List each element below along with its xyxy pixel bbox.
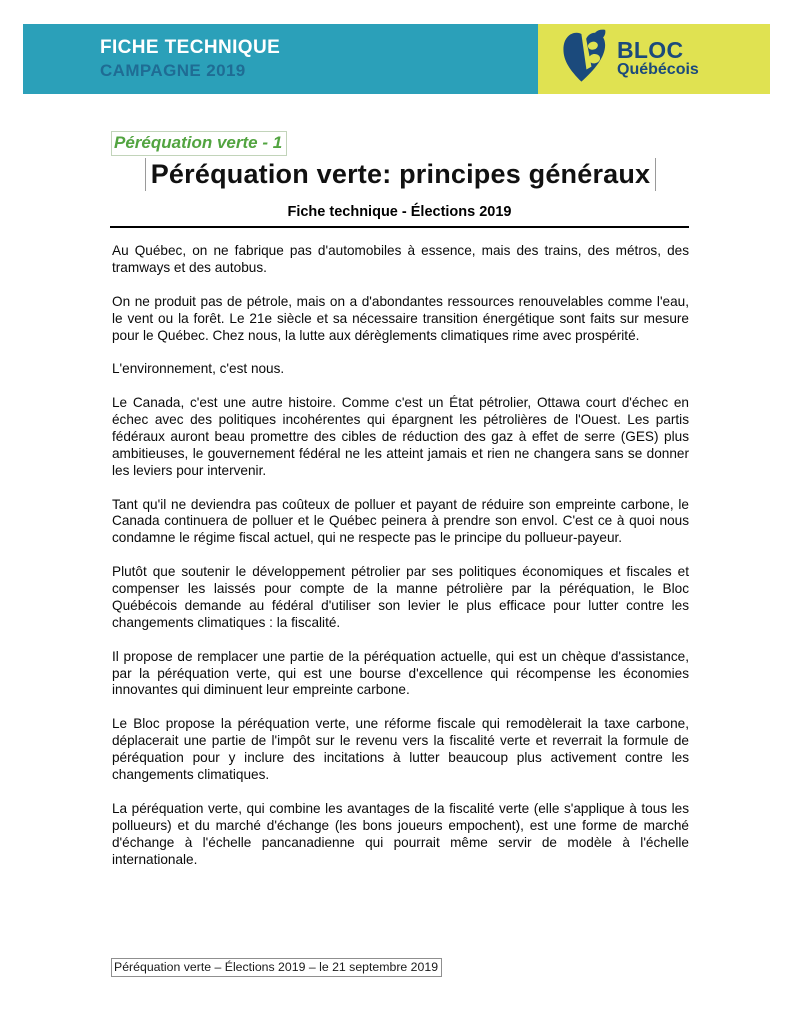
bloc-quebecois-heart-leaf-logo-icon [562,29,608,89]
header-logo-band [538,24,770,94]
logo-wordmark-line1: BLOC [617,36,684,63]
footer-text: Péréquation verte – Élections 2019 – le 21 septembre 2019 [111,958,442,977]
paragraph: La péréquation verte, qui combine les avantages de la fiscalité verte (elle s'applique à tous les pollueurs) et du marché d'échange (les bons joueurs empochent), est une forme de marché d'échange à l'échelle pancanadienne qui pourrait même servir de modèle à l'échelle internationale. [112,800,689,867]
paragraph: Plutôt que soutenir le développement pétrolier par ses politiques économiques et fiscales et compenser les laissés pour compte de la manne pétrolière par la péréquation, le Bloc Québécois demande au fédéral d'utiliser son levier le plus efficace pour lutter contre les changements climatiques : la fiscalité. [112,564,689,630]
header-banner-title: FICHE TECHNIQUE [100,37,281,59]
footer-row [111,958,442,977]
paragraph: Le Canada, c'est une autre histoire. Comme c'est un État pétrolier, Ottawa court d'échec en échec avec des politiques incohérentes qui épargnent les pétrolières de l'Ouest. Les partis fédéraux auront beau promettre des cibles de réduction des gaz à effet de serre (GES) plus ambitieuses, le gouvernement fédéral ne les atteint jamais et rien ne changera sans se donner les leviers pour intervenir. [112,395,689,478]
logo-wordmark-line2: Québécois [617,61,699,79]
header-banner-subtitle: CAMPAGNE 2019 [100,61,246,81]
document-body [112,243,689,885]
page-title: Péréquation verte: principes généraux [145,158,657,191]
header-teal-band [23,24,538,94]
paragraph: Au Québec, on ne fabrique pas d'automobiles à essence, mais des trains, des métros, des tramways et des autobus. [112,243,689,275]
paragraph: L'environnement, c'est nous. [112,361,285,377]
paragraph: Le Bloc propose la péréquation verte, une réforme fiscale qui remodèlerait la taxe carbone, déplacerait une partie de l'impôt sur le revenu vers la fiscalité verte et reverrait la formule de péréquation pour y inclure des incitations à lutter beaucoup plus activement contre les changements climatiques. [112,716,689,782]
document-series-tag: Péréquation verte - 1 [111,131,287,156]
page-subtitle: Fiche technique - Élections 2019 [287,204,512,220]
paragraph: Tant qu'il ne deviendra pas coûteux de polluer et payant de réduire son empreinte carbone, le Canada continuera de polluer et le Québec peinera à prendre son envol. C'est ce à quoi nous condamne le régime fiscal actuel, qui ne respecte pas le principe du pollueur-payeur. [112,496,689,546]
subtitle-row [110,203,689,228]
title-row [112,158,689,191]
paragraph: On ne produit pas de pétrole, mais on a d'abondantes ressources renouvelables comme l'eau, le vent ou la forêt. Le 21e siècle et sa nécessaire transition énergétique sont faits sur mesure pour le Québec. Chez nous, la lutte aux dérèglements climatiques rime avec prospérité. [112,293,689,343]
logo-wordmark [617,36,699,79]
paragraph: Il propose de remplacer une partie de la péréquation actuelle, qui est un chèque d'assistance, par la péréquation verte, qui est une bourse d'excellence qui récompense les économies innovantes qui diminuent leur empreinte carbone. [112,648,689,698]
